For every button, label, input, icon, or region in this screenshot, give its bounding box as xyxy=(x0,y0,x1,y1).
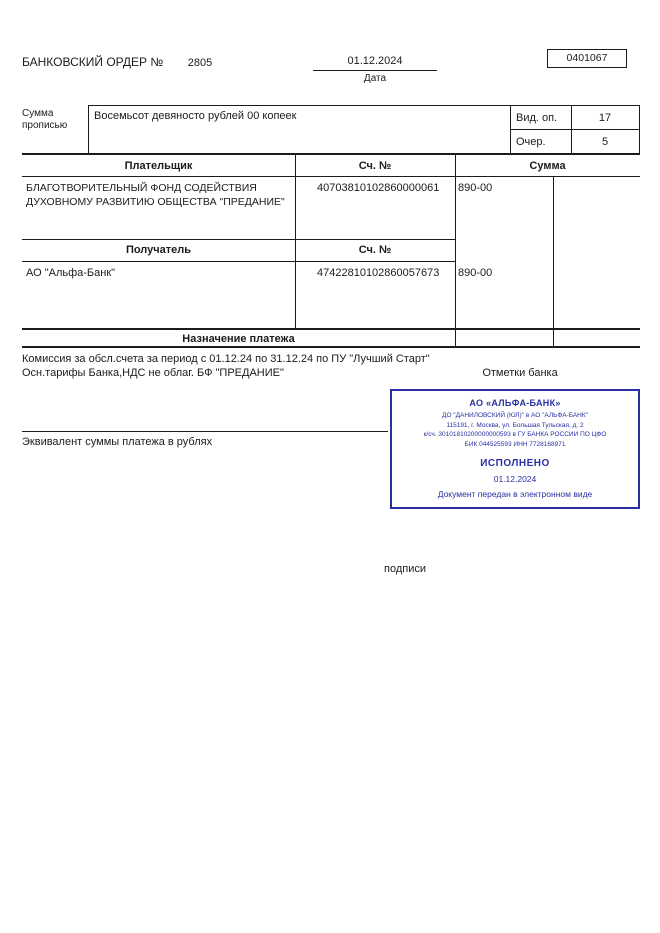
amount-words-value: Восемьсот девяносто рублей 00 копеек xyxy=(94,110,297,122)
stamp-bank-name: АО «АЛЬФА-БАНК» xyxy=(469,398,561,408)
stamp-address: 115191, г. Москва, ул. Большая Тульская, д. 2 xyxy=(446,421,584,429)
amount-column-divider xyxy=(553,176,554,348)
payer-account-header: Сч. № xyxy=(358,160,392,172)
stamp-branch: ДО "ДАНИЛОВСКИЙ (ЮЛ)" в АО "АЛЬФА-БАНК" xyxy=(442,412,588,419)
amount-box-top-border xyxy=(88,105,640,106)
form-code-box: 0401067 xyxy=(547,49,627,68)
purpose-line-1: Комиссия за обсл.счета за период с 01.12.24 по 31.12.24 по ПУ "Лучший Старт" xyxy=(22,353,430,365)
vid-op-label: Вид. оп. xyxy=(516,112,558,124)
stamp-date: 01.12.2024 xyxy=(493,474,537,484)
purpose-header: Назначение платежа xyxy=(182,333,295,345)
amount-box-left-border xyxy=(88,105,89,154)
recipient-name: АО "Альфа-Банк" xyxy=(26,267,116,279)
payer-header: Плательщик xyxy=(124,160,193,172)
recipient-header-bottom-border xyxy=(22,261,455,262)
doc-number: 2805 xyxy=(187,57,213,69)
date-value: 01.12.2024 xyxy=(313,54,437,71)
vid-op-row-divider xyxy=(510,129,640,130)
payer-amount: 890-00 xyxy=(458,182,493,194)
header-row-border xyxy=(22,176,640,177)
purpose-header-top-border xyxy=(22,328,640,330)
recipient-header: Получатель xyxy=(125,244,192,256)
doc-title: БАНКОВСКИЙ ОРДЕР № xyxy=(22,55,164,69)
payer-name: БЛАГОТВОРИТЕЛЬНЫЙ ФОНД СОДЕЙСТВИЯ ДУХОВНОМУ РАЗВИТИЮ ОБЩЕСТВА "ПРЕДАНИЕ" xyxy=(26,182,285,208)
bank-marks-label: Отметки банка xyxy=(482,367,558,379)
amount-words-label: Сумма прописью xyxy=(22,108,68,131)
stamp-note: Документ передан в электронном виде xyxy=(437,489,593,499)
stamp-bik-inn: БИК 044525593 ИНН 7728168971 xyxy=(464,440,566,448)
payer-account: 40703810102860000061 xyxy=(317,182,440,194)
bank-stamp xyxy=(390,389,640,509)
recipient-amount: 890-00 xyxy=(458,267,493,279)
purpose-line-2: Осн.тарифы Банка,НДС не облаг. БФ "ПРЕДАНИЕ" xyxy=(22,367,284,379)
purpose-header-bottom-border xyxy=(22,346,640,348)
vid-op-value: 17 xyxy=(598,112,612,124)
recipient-account-header: Сч. № xyxy=(358,244,392,256)
date-label: Дата xyxy=(363,73,387,84)
recipient-header-top-border xyxy=(22,239,455,240)
payer-account-divider xyxy=(295,153,296,329)
equivalent-divider xyxy=(22,431,388,432)
ocher-value: 5 xyxy=(601,136,609,148)
signatures-label: подписи xyxy=(384,563,426,575)
recipient-account: 47422810102860057673 xyxy=(317,267,440,279)
stamp-corr-account: к/сч. 30101810200000000593 в ГУ БАНКА РОССИИ ПО ЦФО xyxy=(423,431,607,438)
ocher-label: Очер. xyxy=(516,136,546,148)
stamp-status: ИСПОЛНЕНО xyxy=(480,458,550,469)
table-top-border xyxy=(22,153,640,155)
amount-header: Сумма xyxy=(529,160,566,172)
equivalent-label: Эквивалент суммы платежа в рублях xyxy=(22,436,213,448)
account-amount-divider xyxy=(455,153,456,348)
